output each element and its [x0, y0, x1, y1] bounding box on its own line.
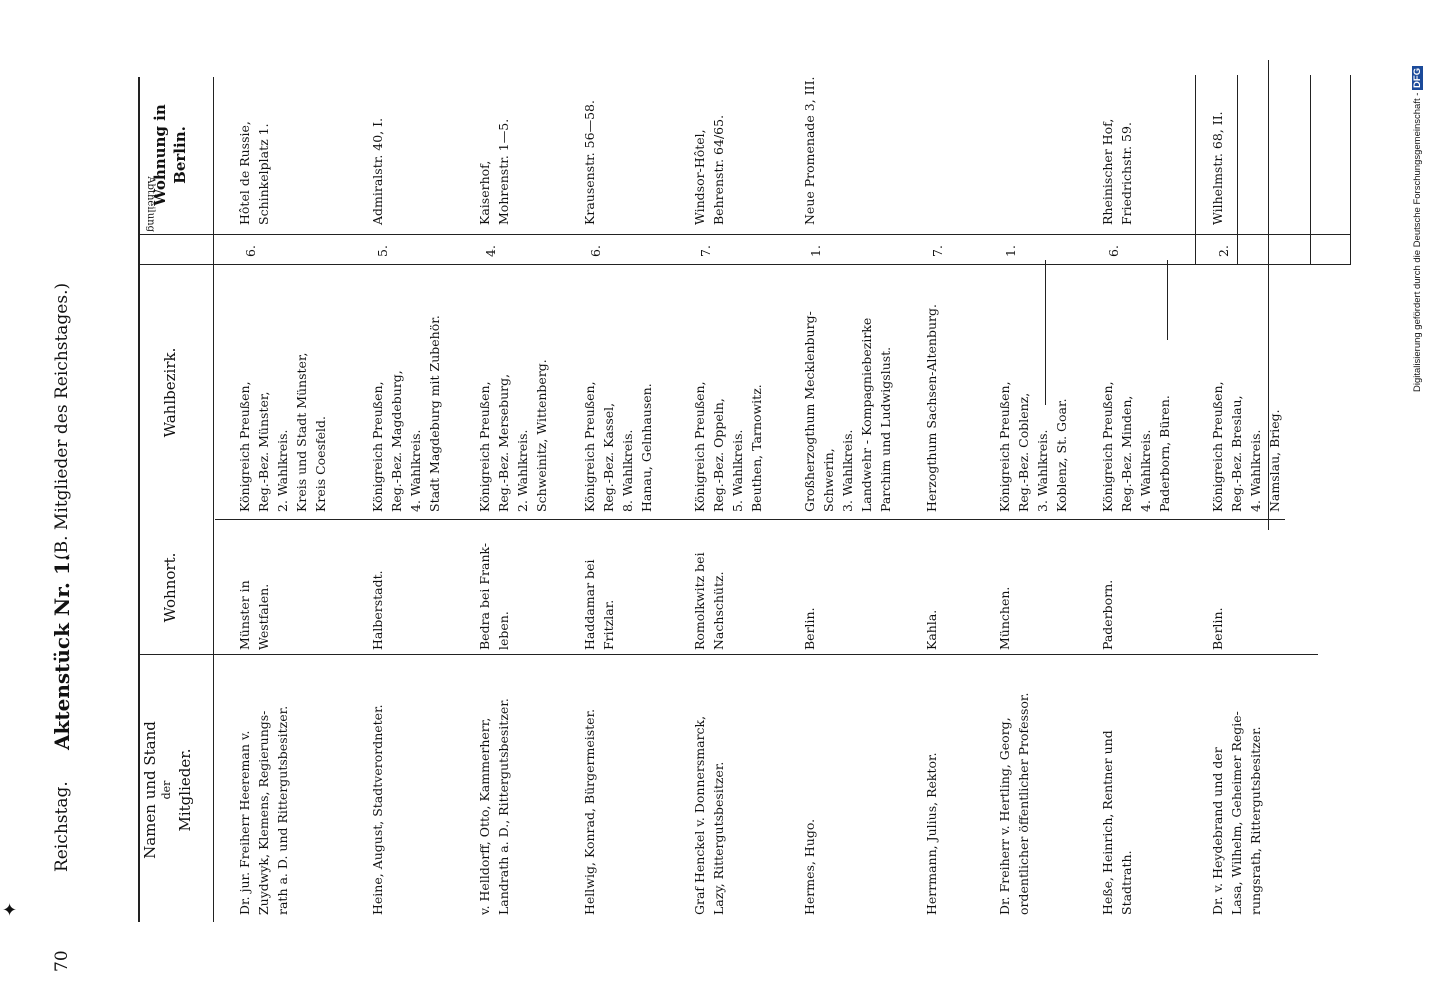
dfg-logo: DFG: [1412, 67, 1423, 88]
row-name: [368, 704, 387, 915]
text-line: Kreis und Stadt Münster,: [294, 352, 309, 512]
row-berlin: [475, 119, 513, 225]
text-line: Admiralstr. 40, I.: [370, 117, 385, 225]
row-residence: [922, 610, 941, 650]
text-line: Reg.-Bez. Merseburg,: [496, 373, 511, 512]
row-division: 7.: [930, 245, 945, 257]
text-line: Halberstadt.: [370, 570, 385, 650]
text-line: Bedra bei Frank-: [477, 542, 492, 650]
text-line: v. Helldorff, Otto, Kammerherr,: [477, 717, 492, 915]
row-division: 6.: [1106, 245, 1121, 257]
row-name: [1098, 730, 1136, 915]
text-line: 3. Wahlkreis.: [840, 429, 855, 512]
column-divider-division: [140, 234, 1350, 235]
text-line: Namslau, Brieg.: [1267, 409, 1282, 512]
row-rule: [1167, 260, 1168, 340]
row-district: [1208, 381, 1284, 512]
row-district: [800, 311, 895, 512]
text-line: Reg.-Bez. Coblenz,: [1016, 392, 1031, 512]
text-line: Westfalen.: [256, 583, 271, 650]
row-division: 2.: [1216, 245, 1231, 257]
text-line: Schweinitz, Wittenberg.: [534, 359, 549, 512]
text-line: Windsor-Hôtel,: [692, 129, 707, 225]
text-line: Graf Henckel v. Donnersmarck,: [692, 715, 707, 915]
text-line: Königreich Preußen,: [582, 381, 597, 512]
text-line: Hanau, Gelnhausen.: [639, 383, 654, 512]
row-district: [580, 381, 656, 512]
row-district: [475, 359, 551, 512]
text-line: Kaiserhof,: [477, 160, 492, 225]
row-district: [995, 381, 1071, 512]
text-line: Großherzogthum Mecklenburg-: [802, 311, 817, 512]
row-division: 1.: [808, 245, 823, 257]
row-residence: [690, 552, 728, 650]
text-line: Hermes, Hugo.: [802, 818, 817, 915]
text-line: 4. Wahlkreis.: [1138, 429, 1153, 512]
text-line: Münster in: [237, 580, 252, 650]
text-line: Lazy, Rittergutsbesitzer.: [711, 761, 726, 915]
row-residence: [995, 587, 1014, 650]
column-header-division: Abtheilung: [145, 176, 156, 232]
row-berlin: [800, 77, 819, 225]
row-district: [368, 315, 444, 512]
text-line: Romolkwitz bei: [692, 552, 707, 650]
row-berlin: [1098, 119, 1136, 225]
text-line: Königreich Preußen,: [1210, 381, 1225, 512]
text-line: ordentlicher öffentlicher Professor.: [1016, 692, 1031, 915]
row-district: [235, 352, 330, 512]
row-residence: [368, 570, 387, 650]
row-name: [690, 716, 728, 915]
text-line: Mohrenstr. 1—5.: [496, 118, 511, 225]
text-line: Berlin.: [802, 607, 817, 650]
row-name: [235, 706, 292, 915]
digitization-note: [1410, 0, 1432, 1000]
text-line: Schinkelplatz 1.: [256, 123, 271, 225]
column-header-residence: Wohnort.: [161, 552, 179, 623]
text-line: rungsrath, Rittergutsbesitzer.: [1248, 726, 1263, 915]
row-residence: [235, 580, 273, 650]
header-line: Mitglieder.: [176, 748, 195, 832]
row-district: [690, 381, 766, 512]
row-berlin: [235, 121, 273, 225]
text-line: Landwehr - Kompagniebezirke: [859, 317, 874, 512]
header-line: Namen und Stand: [141, 721, 159, 859]
text-line: Friedrichstr. 59.: [1119, 122, 1134, 225]
row-rule: [1310, 75, 1311, 265]
row-district: [922, 304, 941, 512]
text-line: Reg.-Bez. Minden,: [1119, 395, 1134, 512]
text-line: rath a. D. und Rittergutsbesitzer.: [275, 705, 290, 915]
row-berlin: [580, 100, 599, 225]
text-line: Stadtrath.: [1119, 850, 1134, 915]
text-line: Fritzlar.: [601, 599, 616, 650]
text-line: 2. Wahlkreis.: [515, 429, 530, 512]
header-bottom-rule: [213, 77, 214, 922]
digitization-note-text: Digitalisierung gefördert durch die Deutsche Forschungsgemeinschaft - DFG: [1412, 67, 1423, 392]
row-rule: [1195, 75, 1196, 265]
row-berlin: [1208, 111, 1227, 225]
text-line: Hôtel de Russie,: [237, 121, 252, 225]
text-line: Kahla.: [924, 609, 939, 650]
text-line: Reg.-Bez. Münster,: [256, 391, 271, 512]
document-number: Aktenstück Nr. 1.: [50, 554, 74, 750]
text-line: Landrath a. D., Rittergutsbesitzer.: [496, 698, 511, 915]
text-line: Königreich Preußen,: [692, 381, 707, 512]
text-line: München.: [997, 586, 1012, 650]
text-line: Dr. v. Heydebrand und der: [1210, 747, 1225, 915]
text-line: Königreich Preußen,: [370, 381, 385, 512]
page-number: 70: [52, 950, 72, 972]
note-text: Digitalisierung gefördert durch die Deutsche Forschungsgemeinschaft: [1412, 98, 1423, 392]
row-district: [1098, 381, 1174, 512]
row-division: 5.: [375, 245, 390, 257]
text-line: Königreich Preußen,: [477, 381, 492, 512]
text-line: 2. Wahlkreis.: [275, 429, 290, 512]
text-line: 3. Wahlkreis.: [1035, 429, 1050, 512]
row-name: [995, 692, 1033, 915]
text-line: Reg.-Bez. Oppeln,: [711, 398, 726, 512]
column-divider-residence: [215, 519, 1285, 520]
row-berlin: [690, 115, 728, 225]
row-name: [1208, 711, 1265, 915]
row-name: [922, 752, 941, 915]
text-line: Reg.-Bez. Kassel,: [601, 402, 616, 512]
text-line: Neue Promenade 3, III.: [802, 76, 817, 225]
row-rule: [1237, 75, 1238, 265]
text-line: Königreich Preußen,: [1100, 381, 1115, 512]
text-line: Königreich Preußen,: [237, 381, 252, 512]
text-line: Wilhelmstr. 68, II.: [1210, 111, 1225, 225]
text-line: 4. Wahlkreis.: [408, 429, 423, 512]
text-line: Heine, August, Stadtverordneter.: [370, 704, 385, 915]
text-line: Kreis Coesfeld.: [313, 416, 328, 512]
column-header-name: [140, 670, 195, 910]
text-line: Hellwig, Konrad, Bürgermeister.: [582, 708, 597, 915]
text-line: Königreich Preußen,: [997, 381, 1012, 512]
publication-title: Reichstag.: [52, 781, 72, 872]
text-line: Zuydwyk, Klemens, Regierungs-: [256, 710, 271, 915]
text-line: Rheinischer Hof,: [1100, 118, 1115, 225]
row-residence: [580, 560, 618, 650]
text-line: Herrmann, Julius, Rektor.: [924, 752, 939, 915]
text-line: 8. Wahlkreis.: [620, 429, 635, 512]
header-line: der: [160, 780, 174, 800]
column-divider-name: [138, 654, 1318, 655]
text-line: Nachschütz.: [711, 571, 726, 650]
row-division: 6.: [588, 245, 603, 257]
text-line: Reg.-Bez. Magdeburg,: [389, 370, 404, 512]
text-line: Dr. jur. Freiherr Heereman v.: [237, 730, 252, 915]
text-line: Beuthen, Tarnowitz.: [749, 384, 764, 512]
column-header-district: Wahlbezirk.: [161, 347, 179, 438]
row-residence: [800, 607, 819, 650]
text-line: Paderborn.: [1100, 579, 1115, 650]
text-line: Schwerin,: [821, 448, 836, 512]
column-divider-district: [140, 264, 1350, 265]
row-residence: [1098, 580, 1117, 650]
text-line: 5. Wahlkreis.: [730, 429, 745, 512]
row-division: 6.: [243, 245, 258, 257]
row-name: [580, 709, 599, 915]
row-division: 4.: [483, 245, 498, 257]
text-line: Stadt Magdeburg mit Zubehör.: [427, 315, 442, 512]
row-residence: [1208, 607, 1227, 650]
section-title: (B. Mitglieder des Reichstages.): [52, 282, 72, 560]
text-line: Berlin.: [1210, 607, 1225, 650]
text-line: Krausenstr. 56—58.: [582, 100, 597, 225]
text-line: Reg.-Bez. Breslau,: [1229, 395, 1244, 512]
row-division: 1.: [1003, 245, 1018, 257]
text-line: 4. Wahlkreis.: [1248, 429, 1263, 512]
row-name: [800, 819, 819, 915]
text-line: Lasa, Wilhelm, Geheimer Regie-: [1229, 711, 1244, 915]
text-line: Haddamar bei: [582, 559, 597, 650]
text-line: Herzogthum Sachsen-Altenburg.: [924, 304, 939, 512]
text-line: leben.: [496, 611, 511, 650]
text-line: Koblenz, St. Goar.: [1054, 398, 1069, 512]
margin-ornament-icon: ✦: [2, 900, 18, 921]
text-line: Dr. Freiherr v. Hertling, Georg,: [997, 717, 1012, 915]
row-rule: [1350, 75, 1351, 265]
row-name: [475, 698, 513, 915]
text-line: Behrenstr. 64/65.: [711, 114, 726, 225]
row-residence: [475, 543, 513, 650]
row-division: 7.: [698, 245, 713, 257]
column-header-berlin: Wohnung in Berlin.: [151, 104, 190, 206]
text-line: Parchim und Ludwigslust.: [878, 346, 893, 512]
text-line: Heße, Heinrich, Rentner und: [1100, 730, 1115, 915]
text-line: Paderborn, Büren.: [1157, 395, 1172, 512]
row-berlin: [368, 118, 387, 225]
